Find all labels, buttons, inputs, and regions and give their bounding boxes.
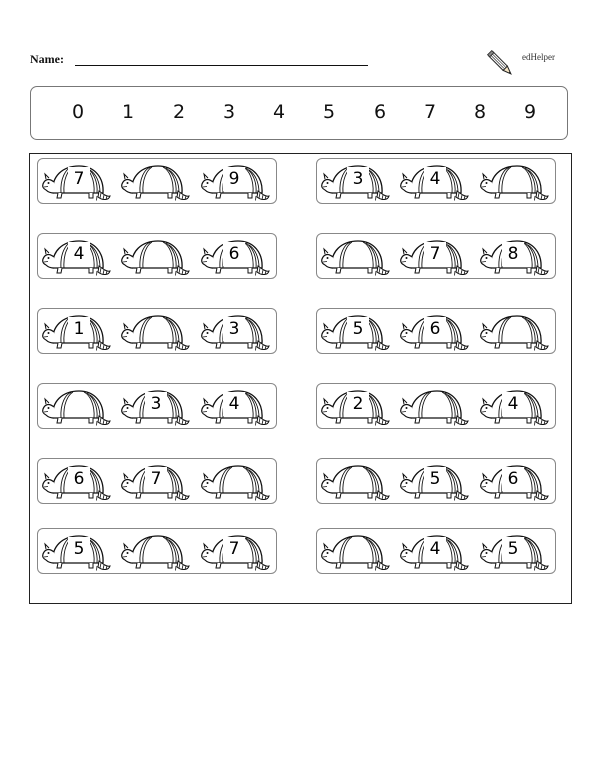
sequence-number: 3 — [347, 167, 369, 191]
number-line-item: 2 — [172, 101, 186, 123]
number-line-item: 5 — [322, 101, 336, 123]
answer-blank[interactable] — [502, 167, 524, 191]
answer-blank[interactable] — [145, 537, 167, 561]
sequence-row — [37, 383, 277, 429]
sequence-row — [316, 528, 556, 574]
sequence-row — [37, 308, 277, 354]
name-field-line[interactable] — [75, 65, 368, 66]
answer-blank[interactable] — [145, 167, 167, 191]
number-line — [30, 86, 568, 140]
sequence-number: 5 — [424, 467, 446, 491]
sequence-row — [37, 458, 277, 504]
sequence-number: 4 — [223, 392, 245, 416]
sequence-number: 6 — [223, 242, 245, 266]
sequence-number: 6 — [424, 317, 446, 341]
answer-blank[interactable] — [145, 317, 167, 341]
sequence-row — [316, 458, 556, 504]
sequence-number: 1 — [68, 317, 90, 341]
number-line-item: 7 — [423, 101, 437, 123]
name-label: Name: — [30, 52, 64, 66]
answer-blank[interactable] — [223, 467, 245, 491]
number-line-item: 3 — [222, 101, 236, 123]
sequence-number: 4 — [502, 392, 524, 416]
sequence-row — [37, 233, 277, 279]
sequence-number: 4 — [68, 242, 90, 266]
sequence-number: 6 — [68, 467, 90, 491]
sequence-number: 5 — [502, 537, 524, 561]
sequence-row — [316, 233, 556, 279]
sequence-number: 7 — [68, 167, 90, 191]
sequence-number: 9 — [223, 167, 245, 191]
answer-blank[interactable] — [347, 467, 369, 491]
sequence-number: 5 — [347, 317, 369, 341]
answer-blank[interactable] — [145, 242, 167, 266]
answer-blank[interactable] — [347, 242, 369, 266]
sequence-number: 2 — [347, 392, 369, 416]
sequence-row — [316, 158, 556, 204]
number-line-item: 8 — [473, 101, 487, 123]
sequence-row — [37, 528, 277, 574]
answer-blank[interactable] — [347, 537, 369, 561]
sequence-number: 4 — [424, 537, 446, 561]
sequence-number: 7 — [223, 537, 245, 561]
answer-blank[interactable] — [502, 317, 524, 341]
sequence-number: 3 — [223, 317, 245, 341]
number-line-item: 0 — [71, 101, 85, 123]
number-line-item: 4 — [272, 101, 286, 123]
sequence-row — [316, 383, 556, 429]
number-line-item: 6 — [373, 101, 387, 123]
number-line-item: 9 — [523, 101, 537, 123]
sequence-number: 6 — [502, 467, 524, 491]
number-line-item: 1 — [121, 101, 135, 123]
pencil-icon — [486, 48, 516, 80]
worksheet-header — [30, 52, 570, 72]
sequence-number: 8 — [502, 242, 524, 266]
answer-blank[interactable] — [68, 392, 90, 416]
sequence-number: 5 — [68, 537, 90, 561]
sequence-number: 7 — [424, 242, 446, 266]
sequence-number: 7 — [145, 467, 167, 491]
sequence-row — [316, 308, 556, 354]
sequence-row — [37, 158, 277, 204]
sequence-number: 4 — [424, 167, 446, 191]
brand-label: edHelper — [522, 52, 555, 62]
sequence-number: 3 — [145, 392, 167, 416]
answer-blank[interactable] — [424, 392, 446, 416]
